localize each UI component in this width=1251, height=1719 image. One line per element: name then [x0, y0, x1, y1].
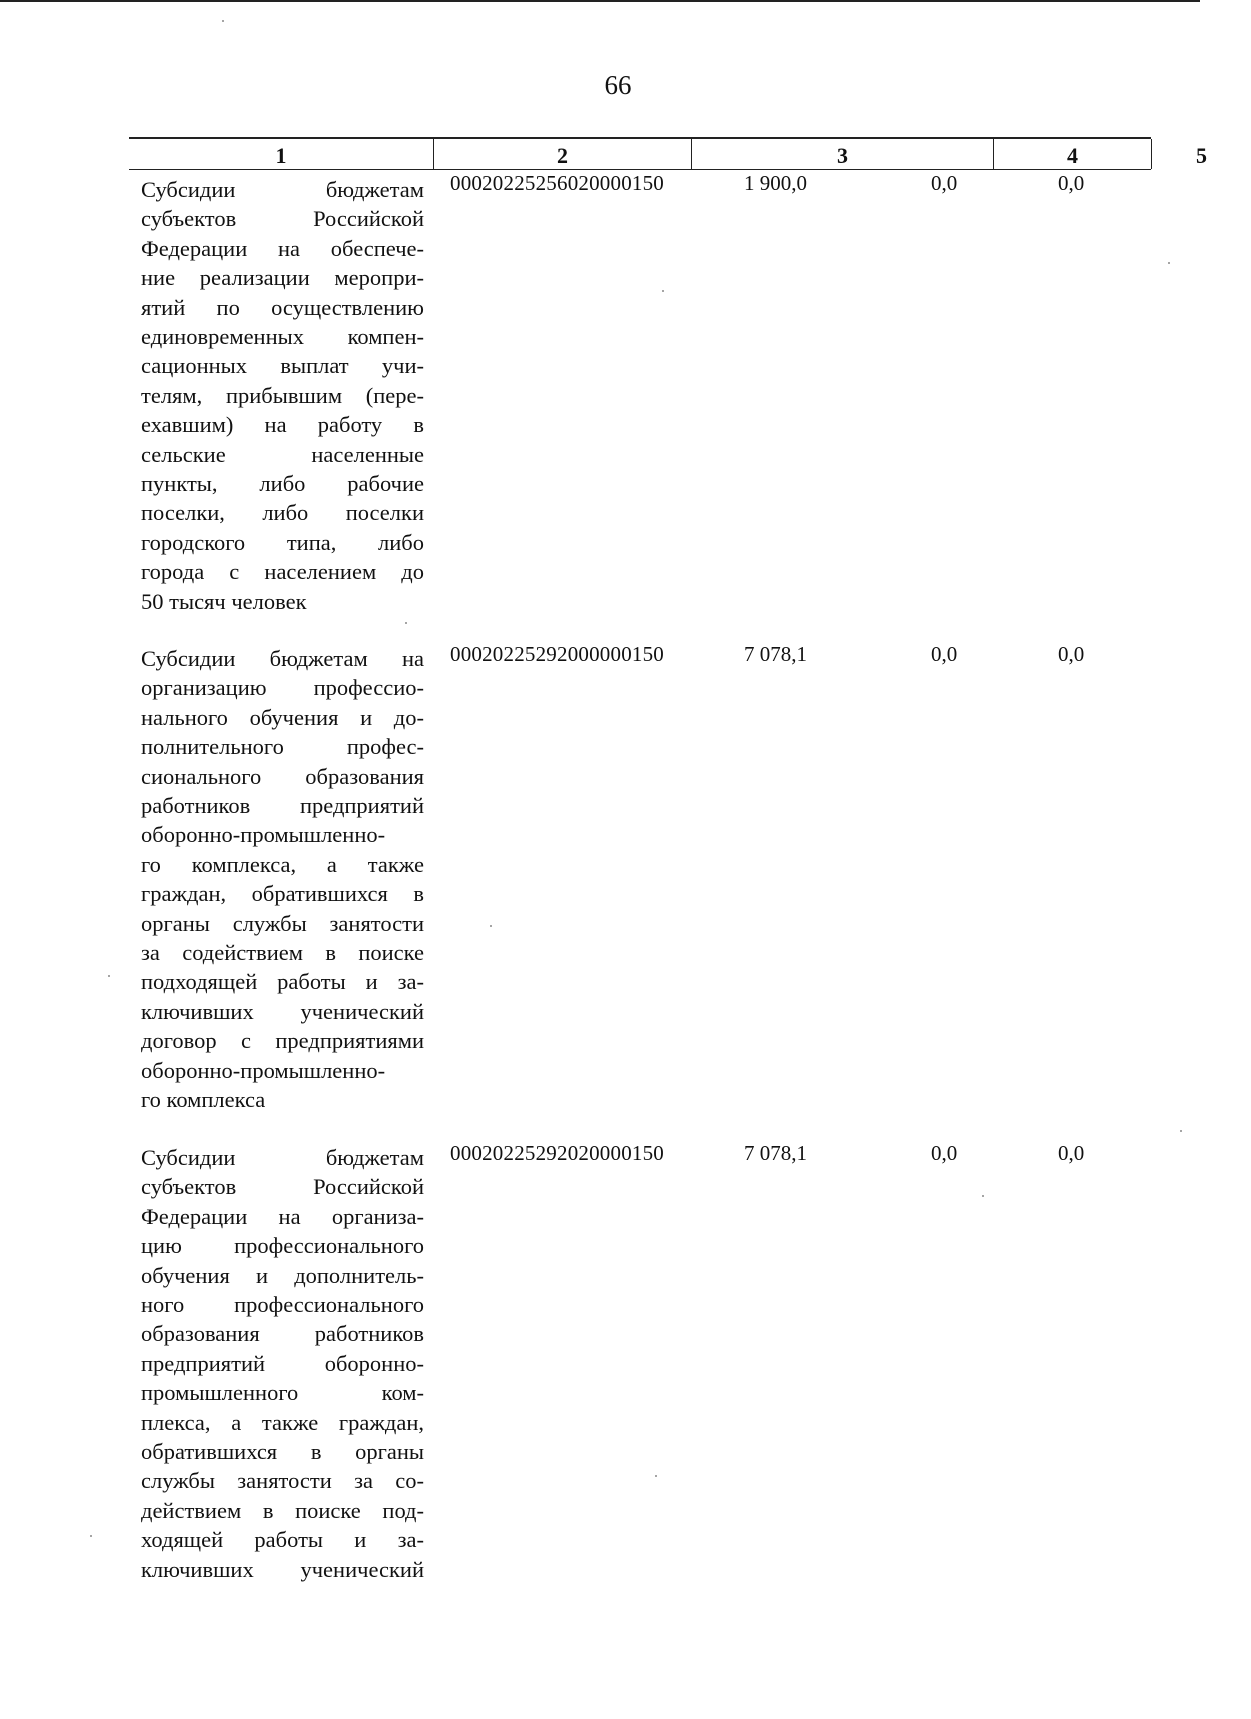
description-line: го комплекса	[141, 1087, 266, 1113]
description-line: единовременных компен-	[141, 324, 424, 350]
description-line: ключивших ученический	[141, 998, 424, 1024]
description-line: оборонно-промышленно-	[141, 1057, 386, 1083]
description-line: сельские населенные	[141, 441, 424, 467]
description-line: города с населением до	[141, 559, 424, 585]
description-line: ключивших ученический	[141, 1556, 424, 1582]
description-line: организацию профессио-	[141, 675, 424, 701]
description-line: подходящей работы и за-	[141, 969, 424, 995]
table-row-description	[141, 644, 424, 1115]
description-line: сационных выплат учи-	[141, 353, 424, 379]
table-row-code: 00020225292000000150	[450, 642, 664, 666]
scan-speck	[108, 975, 110, 977]
scan-speck	[1180, 1130, 1182, 1132]
scan-speck	[982, 1195, 984, 1197]
description-line: оборонно-промышленно-	[141, 822, 386, 848]
description-line: за содействием в поиске	[141, 940, 424, 966]
table-row-col3-value: 1 900,0	[744, 171, 807, 195]
description-line: полнительного профес-	[141, 734, 424, 760]
description-line: обратившихся в органы	[141, 1439, 424, 1465]
description-line: органы службы занятости	[141, 910, 424, 936]
scan-speck	[1168, 262, 1170, 264]
scan-speck	[655, 1475, 657, 1477]
column-header-3: 3	[691, 139, 993, 169]
table-row-col5-value: 0,0	[1058, 1141, 1085, 1165]
description-line: промышленного ком-	[141, 1380, 424, 1406]
page-number: 66	[604, 70, 632, 100]
description-line: го комплекса, а также	[141, 851, 424, 877]
description-line: городского типа, либо	[141, 529, 424, 555]
description-line: пункты, либо рабочие	[141, 471, 424, 497]
description-line: Федерации на организа-	[141, 1203, 424, 1229]
description-line: субъектов Российской	[141, 1174, 424, 1200]
description-line: граждан, обратившихся в	[141, 881, 424, 907]
description-line: ного профессионального	[141, 1292, 424, 1318]
description-line: Субсидии бюджетам	[141, 177, 424, 202]
description-line: ятий по осуществлению	[141, 294, 424, 320]
description-line: Субсидии бюджетам	[141, 1145, 424, 1170]
scan-top-edge	[0, 0, 1200, 2]
description-line: ехавшим) на работу в	[141, 412, 424, 438]
description-line: нального обучения и до-	[141, 704, 424, 730]
scan-speck	[405, 622, 407, 624]
description-line: службы занятости за со-	[141, 1468, 424, 1494]
description-line: поселки, либо поселки	[141, 500, 424, 526]
table-header-row	[129, 137, 1207, 170]
table-row-col4-value: 0,0	[931, 1141, 958, 1165]
description-line: обучения и дополнитель-	[141, 1262, 424, 1288]
column-header-4: 4	[993, 139, 1151, 169]
description-line: образования работников	[141, 1321, 424, 1347]
description-line: 50 тысяч человек	[141, 588, 307, 614]
description-line: Федерации на обеспече-	[141, 235, 424, 261]
column-header-5: 5	[1151, 139, 1251, 169]
column-header-1: 1	[275, 143, 287, 168]
table-row-col3-value: 7 078,1	[744, 642, 807, 666]
column-header-2: 2	[433, 139, 691, 169]
table-row-col3-value: 7 078,1	[744, 1141, 807, 1165]
table-row-description	[141, 175, 424, 616]
description-line: сионального образования	[141, 763, 424, 789]
scan-speck	[662, 290, 664, 292]
table-row-description	[141, 1143, 424, 1584]
scan-speck	[90, 1535, 92, 1537]
scan-speck	[222, 20, 224, 22]
table-row-code: 00020225256020000150	[450, 171, 664, 195]
table-row-col4-value: 0,0	[931, 642, 958, 666]
table-row-code: 00020225292020000150	[450, 1141, 664, 1165]
table-row-col4-value: 0,0	[931, 171, 958, 195]
description-line: цию профессионального	[141, 1233, 424, 1259]
description-line: плекса, а также граждан,	[141, 1409, 424, 1435]
table-row-col5-value: 0,0	[1058, 171, 1085, 195]
description-line: субъектов Российской	[141, 206, 424, 232]
table-row-col5-value: 0,0	[1058, 642, 1085, 666]
description-line: предприятий оборонно-	[141, 1350, 424, 1376]
scan-speck	[490, 925, 492, 927]
description-line: договор с предприятиями	[141, 1028, 424, 1054]
description-line: ходящей работы и за-	[141, 1527, 424, 1553]
description-line: ние реализации меропри-	[141, 265, 424, 291]
description-line: работников предприятий	[141, 793, 424, 819]
description-line: телям, прибывшим (пере-	[141, 382, 424, 408]
description-line: действием в поиске под-	[141, 1497, 424, 1523]
description-line: Субсидии бюджетам на	[141, 646, 424, 671]
